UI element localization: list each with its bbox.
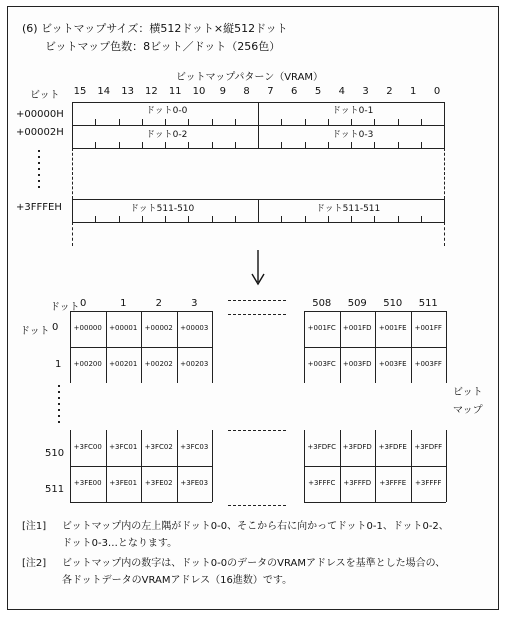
vram-title: ビットマップパターン（VRAM） (176, 72, 324, 83)
ellipsis-dot (58, 421, 60, 423)
address-cell: +00201 (109, 360, 138, 368)
address-cell: +003FC (307, 360, 336, 368)
bit-number: 10 (192, 86, 206, 97)
row-header: 510 (45, 448, 65, 459)
row-header: 0 (52, 322, 59, 333)
column-header: 509 (347, 298, 367, 309)
bit-number: 7 (267, 86, 274, 97)
vram-bit-tick (142, 216, 143, 222)
bit-number: 9 (219, 86, 226, 97)
address-cell: +3FC03 (180, 443, 209, 451)
grid-line (411, 430, 412, 502)
bit-number: 12 (145, 86, 158, 97)
bit-number: 6 (291, 86, 298, 97)
address-cell: +00000 (73, 324, 102, 332)
dashed-gap (228, 430, 286, 431)
column-header: 511 (418, 298, 438, 309)
address-cell: +00001 (109, 324, 138, 332)
grid-line (177, 311, 178, 383)
grid-line (411, 311, 412, 383)
address-cell: +3FFFC (308, 479, 336, 487)
grid-line (70, 430, 71, 502)
bit-number: 13 (121, 86, 134, 97)
vram-row-edge (444, 199, 445, 222)
grid-line (304, 430, 305, 502)
address-cell: +3FDFF (414, 443, 443, 451)
dashed-gap (228, 505, 286, 506)
vram-row-edge (444, 125, 445, 148)
grid-line (141, 311, 142, 383)
vram-dashed-edge (72, 148, 73, 199)
address-cell: +3FDFE (378, 443, 407, 451)
vram-bit-tick (165, 216, 166, 222)
vram-cell-label: ドット511-511 (316, 204, 381, 214)
ellipsis-dot (38, 162, 40, 164)
address-cell: +00003 (180, 324, 209, 332)
heading-line-2: ビットマップ色数：8ビット／ドット（256色） (45, 40, 281, 53)
bitmap-side-label: マップ (453, 405, 483, 416)
vram-bit-tick (398, 216, 399, 222)
grid-line (446, 311, 447, 383)
address-cell: +003FF (414, 360, 442, 368)
grid-line (70, 311, 71, 383)
vram-bit-tick (351, 216, 352, 222)
ellipsis-dot (58, 397, 60, 399)
ellipsis-dot (38, 186, 40, 188)
vram-dashed-edge (444, 148, 445, 199)
grid-line (304, 502, 446, 503)
grid-line (304, 311, 305, 383)
vram-byte-divider (258, 102, 259, 125)
address-cell: +003FD (342, 360, 372, 368)
ellipsis-dot (38, 180, 40, 182)
bit-number: 14 (97, 86, 111, 97)
note-2-tag: [注2] (22, 558, 47, 569)
address-cell: +001FE (378, 324, 407, 332)
vram-bit-tick (212, 216, 213, 222)
column-header-prefix: ドット (50, 302, 80, 313)
ellipsis-dot (58, 415, 60, 417)
column-header: 3 (191, 298, 198, 309)
grid-line (177, 430, 178, 502)
grid-line (340, 311, 341, 383)
vram-row-border (72, 148, 444, 149)
address-cell: +001FF (414, 324, 442, 332)
column-header: 2 (155, 298, 162, 309)
row-header-prefix: ドット (20, 326, 50, 337)
note-1-line-1: ビットマップ内の左上隅がドット0-0、そこから右に向かってドット0-1、ドット0-2、 (62, 521, 449, 532)
bit-number: 1 (410, 86, 417, 97)
address-cell: +3FDFD (342, 443, 372, 451)
vram-byte-divider (258, 125, 259, 148)
vram-bit-tick (119, 216, 120, 222)
address-cell: +3FC01 (109, 443, 138, 451)
address-cell: +3FFFE (379, 479, 407, 487)
address-cell: +3FFFF (415, 479, 442, 487)
vram-address: +00002H (16, 127, 64, 138)
down-arrow-icon (249, 250, 267, 286)
address-cell: +3FDFC (307, 443, 337, 451)
note-2-line-2: 各ドットデータのVRAMアドレス（16進数）です。 (62, 575, 293, 586)
grid-line (106, 311, 107, 383)
vram-address: +3FFFEH (16, 202, 62, 213)
ellipsis-dot (38, 174, 40, 176)
note-2-line-1: ビットマップ内の数字は、ドット0-0のデータのVRAMアドレスを基準とした場合の、 (62, 558, 446, 569)
grid-line (446, 430, 447, 502)
column-header: 510 (383, 298, 403, 309)
grid-line (212, 430, 213, 502)
dashed-gap (228, 314, 286, 315)
vram-bit-tick (95, 216, 96, 222)
grid-line (375, 311, 376, 383)
vram-dashed-edge (72, 222, 73, 246)
ellipsis-dot (38, 168, 40, 170)
bit-number: 4 (338, 86, 345, 97)
vram-row-edge (444, 102, 445, 125)
ellipsis-dot (58, 385, 60, 387)
address-cell: +001FD (342, 324, 372, 332)
grid-line (212, 311, 213, 383)
address-cell: +003FE (378, 360, 407, 368)
vram-bit-tick (235, 216, 236, 222)
vram-cell-label: ドット0-3 (332, 130, 374, 140)
vram-bit-tick (421, 216, 422, 222)
ellipsis-dot (58, 409, 60, 411)
address-cell: +3FE00 (73, 479, 102, 487)
vram-row-edge (72, 125, 73, 148)
heading-line-1: (6) ビットマップサイズ：横512ドット×縦512ドット (22, 22, 288, 35)
ellipsis-dot (38, 156, 40, 158)
ellipsis-dot (38, 150, 40, 152)
vram-dashed-edge (444, 222, 445, 246)
bit-number: 2 (386, 86, 393, 97)
bit-number: 8 (243, 86, 250, 97)
vram-cell-label: ドット0-0 (146, 106, 188, 116)
dashed-gap (228, 300, 286, 301)
bit-number: 15 (73, 86, 87, 97)
address-cell: +3FC00 (73, 443, 102, 451)
grid-line (106, 430, 107, 502)
grid-line (141, 430, 142, 502)
address-cell: +00203 (180, 360, 209, 368)
vram-row-edge (72, 199, 73, 222)
vram-bit-tick (188, 216, 189, 222)
vram-bit-tick (305, 216, 306, 222)
bit-number: 0 (433, 86, 441, 97)
address-cell: +00202 (144, 360, 173, 368)
vram-row-border (72, 222, 444, 223)
vram-row-edge (72, 102, 73, 125)
address-cell: +3FE02 (144, 479, 173, 487)
address-cell: +3FC02 (144, 443, 173, 451)
vram-bit-tick (374, 216, 375, 222)
address-cell: +00002 (144, 324, 173, 332)
address-cell: +3FE03 (180, 479, 209, 487)
vram-cell-label: ドット511-510 (130, 204, 195, 214)
address-cell: +00200 (73, 360, 102, 368)
vram-cell-label: ドット0-1 (332, 106, 374, 116)
address-cell: +3FFFD (343, 479, 372, 487)
row-header: 1 (55, 359, 62, 370)
bit-number: 5 (314, 86, 322, 97)
grid-line (70, 502, 212, 503)
bit-label: ビット (30, 90, 60, 101)
vram-bit-tick (328, 216, 329, 222)
bitmap-side-label: ビット (453, 387, 483, 398)
row-header: 511 (45, 484, 65, 495)
grid-line (340, 430, 341, 502)
column-header: 0 (80, 298, 87, 309)
vram-bit-tick (281, 216, 282, 222)
vram-cell-label: ドット0-2 (146, 130, 188, 140)
column-header: 508 (312, 298, 332, 309)
note-1-tag: [注1] (22, 521, 47, 532)
grid-line (375, 430, 376, 502)
vram-byte-divider (258, 199, 259, 222)
column-header: 1 (120, 298, 127, 309)
note-1-line-2: ドット0-3…となります。 (62, 538, 178, 549)
ellipsis-dot (58, 391, 60, 393)
ellipsis-dot (58, 403, 60, 405)
bit-number: 11 (168, 86, 182, 97)
address-cell: +3FE01 (109, 479, 138, 487)
bit-number: 3 (362, 86, 369, 97)
vram-address: +00000H (16, 109, 64, 120)
address-cell: +001FC (307, 324, 336, 332)
